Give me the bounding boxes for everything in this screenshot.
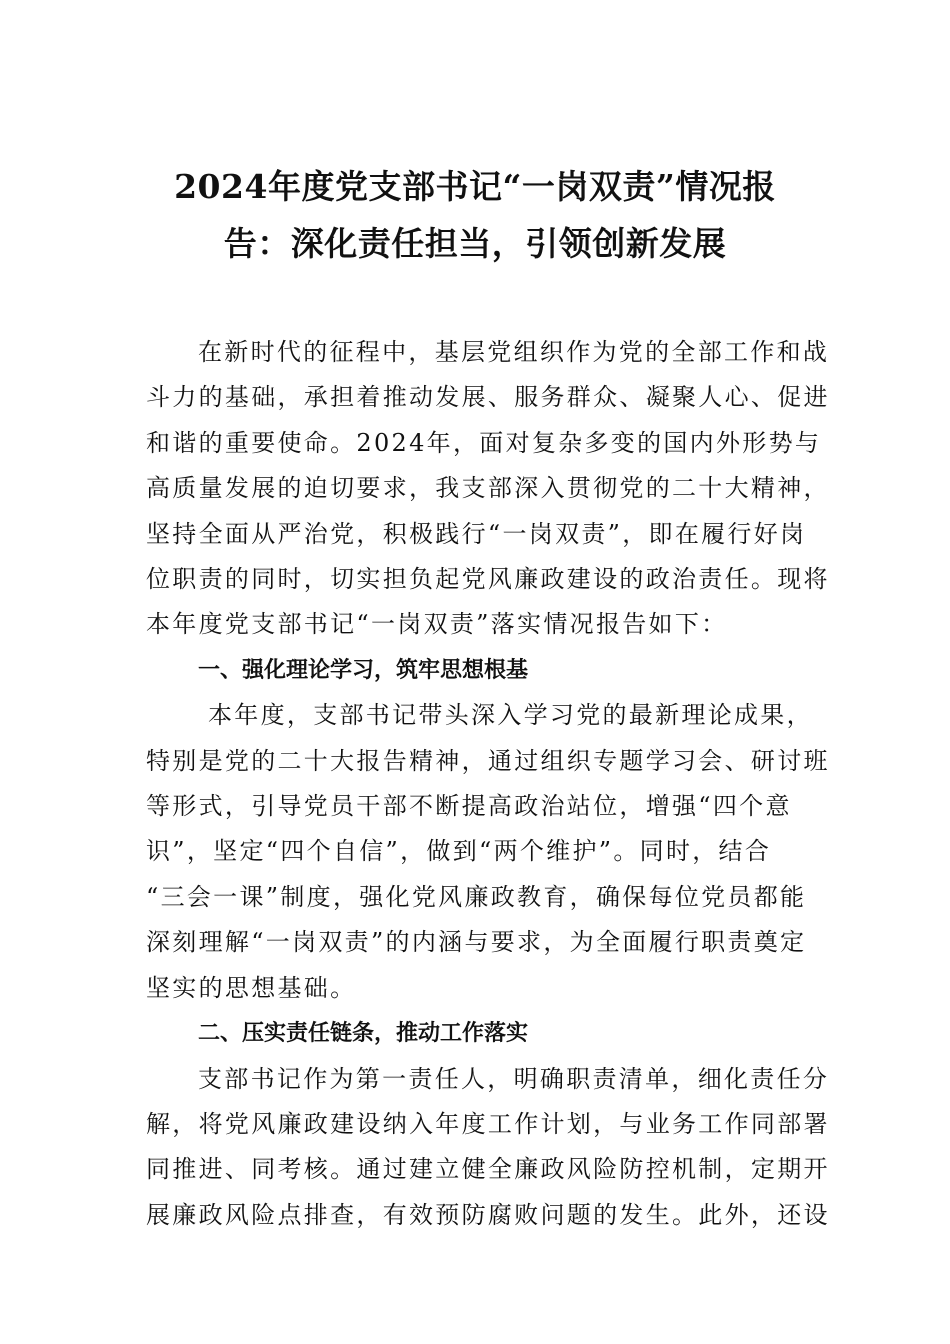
title-line: 2024年度党支部书记“一岗双责”情况报 (174, 167, 776, 206)
text-line: 本年度党支部书记“一岗双责”落实情况报告如下： (146, 610, 728, 639)
text-line: 等形式，引导党员干部不断提高政治站位，增强“四个意 (146, 792, 792, 821)
text-line: 解，将党风廉政建设纳入年度工作计划，与业务工作同部署 (146, 1109, 830, 1138)
text-line: 在新时代的征程中，基层党组织作为党的全部工作和战 (198, 338, 830, 366)
intro-paragraph (146, 330, 830, 648)
text-line: 位职责的同时，切实担负起党风廉政建设的政治责任。现将 (146, 565, 830, 594)
document-body (146, 330, 830, 1238)
text-line: 同推进、同考核。通过建立健全廉政风险防控机制，定期开 (146, 1155, 830, 1184)
text-line: 斗力的基础，承担着推动发展、服务群众、凝聚人心、促进 (146, 383, 830, 412)
text-line: 本年度，支部书记带头深入学习党的最新理论成果， (208, 701, 813, 730)
section-2-heading: 二、压实责任链条，推动工作落实 (198, 1021, 529, 1047)
text-line: 特别是党的二十大报告精神，通过组织专题学习会、研讨班 (146, 746, 830, 775)
text-line: 识”，坚定“四个自信”，做到“两个维护”。同时，结合 (146, 837, 772, 866)
title-line: 告：深化责任担当，引领创新发展 (223, 224, 727, 263)
text-line: 高质量发展的迫切要求，我支部深入贯彻党的二十大精神， (146, 474, 830, 503)
section-1-paragraph (146, 693, 830, 1011)
text-line: 深刻理解“一岗双责”的内涵与要求，为全面履行职责奠定 (146, 928, 807, 957)
text-line: 和谐的重要使命。2024年，面对复杂多变的国内外形势与 (146, 428, 822, 457)
text-line: 支部书记作为第一责任人，明确职责清单，细化责任分 (198, 1064, 830, 1093)
text-line: 展廉政风险点排查，有效预防腐败问题的发生。此外，还设 (146, 1200, 830, 1229)
text-line: “三会一课”制度，强化党风廉政教育，确保每位党员都能 (146, 882, 807, 911)
text-line: 坚持全面从严治党，积极践行“一岗双责”，即在履行好岗 (146, 519, 807, 548)
document-title (140, 158, 810, 272)
section-1-heading: 一、强化理论学习，筑牢思想根基 (198, 657, 529, 683)
text-line: 坚实的思想基础。 (146, 973, 357, 1002)
section-2-paragraph (146, 1057, 830, 1239)
